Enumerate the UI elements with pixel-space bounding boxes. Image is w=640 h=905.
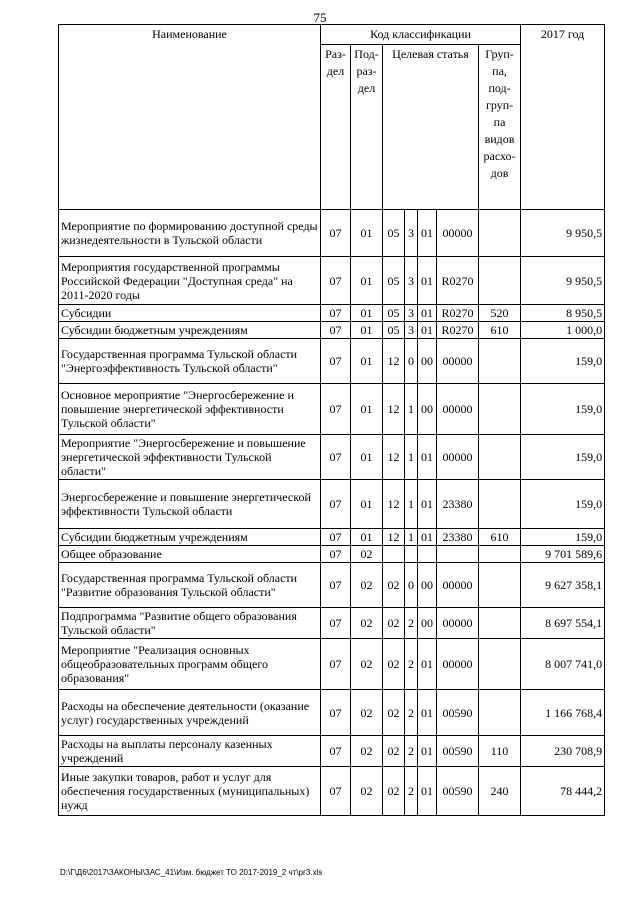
- cell-name: Мероприятия государственной программы Российской Федерации "Доступная среда" на 2011-2020 годы: [59, 257, 321, 305]
- cell-cs1: 02: [383, 639, 405, 690]
- cell-name: Общее образование: [59, 546, 321, 563]
- cell-cs2: 2: [405, 690, 418, 736]
- cell-cs4: 00590: [437, 736, 479, 767]
- cell-podrazdel: 01: [351, 305, 383, 322]
- table-row: [59, 480, 605, 529]
- table-row: [59, 767, 605, 816]
- cell-podrazdel: 02: [351, 639, 383, 690]
- cell-vr: 610: [479, 322, 521, 339]
- header-name: Наименование: [59, 25, 321, 210]
- cell-cs1: 12: [383, 435, 405, 480]
- cell-podrazdel: 02: [351, 608, 383, 639]
- cell-cs2: 1: [405, 529, 418, 546]
- cell-vr: [479, 639, 521, 690]
- cell-razdel: 07: [321, 480, 351, 529]
- table-row: [59, 210, 605, 257]
- cell-amount: 1 000,0: [521, 322, 605, 339]
- cell-vr: [479, 608, 521, 639]
- cell-amount: 9 701 589,6: [521, 546, 605, 563]
- cell-name: Субсидии: [59, 305, 321, 322]
- page-number: 75: [313, 10, 327, 25]
- cell-podrazdel: 01: [351, 435, 383, 480]
- cell-name: Основное мероприятие "Энергосбережение и повышение энергетической эффективности Тульской области": [59, 384, 321, 435]
- cell-cs1: 05: [383, 210, 405, 257]
- table-body: [59, 210, 605, 816]
- table-row: [59, 639, 605, 690]
- cell-cs4: 00000: [437, 210, 479, 257]
- cell-name: Мероприятие по формированию доступной среды жизнедеятельности в Тульской области: [59, 210, 321, 257]
- cell-razdel: 07: [321, 608, 351, 639]
- cell-razdel: 07: [321, 257, 351, 305]
- cell-cs3: 01: [418, 480, 437, 529]
- cell-cs1: 05: [383, 305, 405, 322]
- table-row: [59, 546, 605, 563]
- header-expense-group: Груп-па, под-груп-па видов расхо-дов: [479, 45, 521, 210]
- cell-amount: 159,0: [521, 384, 605, 435]
- cell-amount: 8 697 554,1: [521, 608, 605, 639]
- table-row: [59, 736, 605, 767]
- cell-vr: [479, 690, 521, 736]
- cell-cs2: 2: [405, 639, 418, 690]
- cell-cs1: 02: [383, 736, 405, 767]
- cell-cs2: 2: [405, 608, 418, 639]
- cell-podrazdel: 01: [351, 480, 383, 529]
- cell-amount: 9 950,5: [521, 210, 605, 257]
- cell-podrazdel: 01: [351, 529, 383, 546]
- cell-amount: 1 166 768,4: [521, 690, 605, 736]
- cell-cs2: 2: [405, 736, 418, 767]
- cell-amount: 78 444,2: [521, 767, 605, 816]
- cell-cs4: 00590: [437, 690, 479, 736]
- table-row: [59, 563, 605, 608]
- cell-amount: 8 950,5: [521, 305, 605, 322]
- cell-vr: 520: [479, 305, 521, 322]
- cell-cs4: R0270: [437, 257, 479, 305]
- cell-amount: 159,0: [521, 480, 605, 529]
- cell-podrazdel: 01: [351, 322, 383, 339]
- cell-vr: [479, 480, 521, 529]
- cell-cs2: 1: [405, 480, 418, 529]
- cell-cs3: 01: [418, 435, 437, 480]
- cell-razdel: 07: [321, 563, 351, 608]
- cell-name: Мероприятие "Реализация основных общеобразовательных программ общего образования": [59, 639, 321, 690]
- cell-cs3: 00: [418, 608, 437, 639]
- cell-cs4: 00000: [437, 435, 479, 480]
- cell-vr: 110: [479, 736, 521, 767]
- cell-podrazdel: 02: [351, 563, 383, 608]
- table-row: [59, 435, 605, 480]
- table-row: [59, 339, 605, 384]
- cell-cs3: 00: [418, 339, 437, 384]
- cell-amount: 8 007 741,0: [521, 639, 605, 690]
- cell-vr: [479, 384, 521, 435]
- cell-razdel: 07: [321, 339, 351, 384]
- cell-cs1: 02: [383, 608, 405, 639]
- cell-name: Расходы на обеспечение деятельности (оказание услуг) государственных учреждений: [59, 690, 321, 736]
- cell-razdel: 07: [321, 305, 351, 322]
- cell-vr: [479, 563, 521, 608]
- cell-razdel: 07: [321, 767, 351, 816]
- cell-razdel: 07: [321, 384, 351, 435]
- cell-cs3: [418, 546, 437, 563]
- cell-name: Мероприятие "Энергосбережение и повышение энергетической эффективности Тульской области": [59, 435, 321, 480]
- cell-name: Иные закупки товаров, работ и услуг для обеспечения государственных (муниципальных) нужд: [59, 767, 321, 816]
- cell-amount: 159,0: [521, 529, 605, 546]
- cell-cs1: 05: [383, 257, 405, 305]
- cell-cs2: 1: [405, 384, 418, 435]
- cell-cs2: 3: [405, 322, 418, 339]
- cell-cs3: 01: [418, 736, 437, 767]
- cell-cs2: 0: [405, 563, 418, 608]
- cell-razdel: 07: [321, 322, 351, 339]
- cell-cs4: 00590: [437, 767, 479, 816]
- cell-razdel: 07: [321, 435, 351, 480]
- cell-cs2: 3: [405, 305, 418, 322]
- cell-cs4: 00000: [437, 563, 479, 608]
- cell-razdel: 07: [321, 690, 351, 736]
- cell-cs3: 01: [418, 639, 437, 690]
- cell-cs4: 23380: [437, 529, 479, 546]
- table-row: [59, 384, 605, 435]
- cell-razdel: 07: [321, 546, 351, 563]
- cell-razdel: 07: [321, 529, 351, 546]
- cell-cs2: 2: [405, 767, 418, 816]
- header-subsection: Под-раз-дел: [351, 45, 383, 210]
- cell-cs2: 3: [405, 257, 418, 305]
- cell-cs4: 00000: [437, 639, 479, 690]
- cell-cs2: 0: [405, 339, 418, 384]
- cell-vr: [479, 210, 521, 257]
- table-row: [59, 608, 605, 639]
- cell-name: Расходы на выплаты персоналу казенных учреждений: [59, 736, 321, 767]
- cell-cs1: 12: [383, 339, 405, 384]
- cell-amount: 9 950,5: [521, 257, 605, 305]
- cell-cs3: 01: [418, 767, 437, 816]
- cell-cs3: 01: [418, 257, 437, 305]
- cell-cs2: [405, 546, 418, 563]
- cell-podrazdel: 01: [351, 384, 383, 435]
- cell-vr: [479, 257, 521, 305]
- cell-amount: 230 708,9: [521, 736, 605, 767]
- cell-cs4: 00000: [437, 339, 479, 384]
- cell-cs4: [437, 546, 479, 563]
- cell-amount: 159,0: [521, 339, 605, 384]
- cell-cs3: 00: [418, 563, 437, 608]
- cell-podrazdel: 02: [351, 736, 383, 767]
- table-row: [59, 305, 605, 322]
- cell-name: Подпрограмма "Развитие общего образования Тульской области": [59, 608, 321, 639]
- header-code-group: Код классификации: [321, 25, 521, 45]
- cell-cs3: 01: [418, 690, 437, 736]
- cell-podrazdel: 02: [351, 767, 383, 816]
- cell-vr: 240: [479, 767, 521, 816]
- cell-cs4: 00000: [437, 384, 479, 435]
- cell-podrazdel: 02: [351, 546, 383, 563]
- cell-cs1: 02: [383, 767, 405, 816]
- cell-cs2: 1: [405, 435, 418, 480]
- cell-podrazdel: 01: [351, 257, 383, 305]
- cell-cs1: 12: [383, 384, 405, 435]
- table-row: [59, 257, 605, 305]
- cell-name: Энергосбережение и повышение энергетической эффективности Тульской области: [59, 480, 321, 529]
- cell-vr: [479, 435, 521, 480]
- cell-vr: [479, 546, 521, 563]
- cell-cs2: 3: [405, 210, 418, 257]
- cell-name: Государственная программа Тульской области "Энергоэффективность Тульской области": [59, 339, 321, 384]
- cell-cs3: 01: [418, 322, 437, 339]
- cell-name: Государственная программа Тульской области "Развитие образования Тульской области": [59, 563, 321, 608]
- cell-cs3: 01: [418, 210, 437, 257]
- header-section: Раз-дел: [321, 45, 351, 210]
- table-row: [59, 690, 605, 736]
- cell-cs4: R0270: [437, 305, 479, 322]
- cell-podrazdel: 01: [351, 210, 383, 257]
- header-target-article: Целевая статья: [383, 45, 479, 210]
- footer-file-path: D:\Г\Д6\2017\ЗАКОНЫ\ЗАС_41\Изм. бюджет ТО 2017-2019_2 чт\рг3.xls: [60, 868, 323, 877]
- table-row: [59, 529, 605, 546]
- cell-cs3: 01: [418, 529, 437, 546]
- cell-cs4: R0270: [437, 322, 479, 339]
- cell-name: Субсидии бюджетным учреждениям: [59, 322, 321, 339]
- cell-podrazdel: 01: [351, 339, 383, 384]
- cell-vr: [479, 339, 521, 384]
- budget-table: [58, 24, 605, 816]
- cell-cs1: 02: [383, 563, 405, 608]
- cell-cs1: 12: [383, 529, 405, 546]
- cell-amount: 9 627 358,1: [521, 563, 605, 608]
- cell-vr: 610: [479, 529, 521, 546]
- cell-cs4: 00000: [437, 608, 479, 639]
- cell-razdel: 07: [321, 639, 351, 690]
- cell-cs1: 12: [383, 480, 405, 529]
- table-row: [59, 322, 605, 339]
- cell-podrazdel: 02: [351, 690, 383, 736]
- cell-amount: 159,0: [521, 435, 605, 480]
- cell-razdel: 07: [321, 736, 351, 767]
- cell-cs1: 02: [383, 690, 405, 736]
- cell-cs4: 23380: [437, 480, 479, 529]
- cell-cs3: 01: [418, 305, 437, 322]
- header-year: 2017 год: [521, 25, 605, 210]
- cell-cs1: [383, 546, 405, 563]
- cell-cs3: 00: [418, 384, 437, 435]
- cell-name: Субсидии бюджетным учреждениям: [59, 529, 321, 546]
- cell-razdel: 07: [321, 210, 351, 257]
- cell-cs1: 05: [383, 322, 405, 339]
